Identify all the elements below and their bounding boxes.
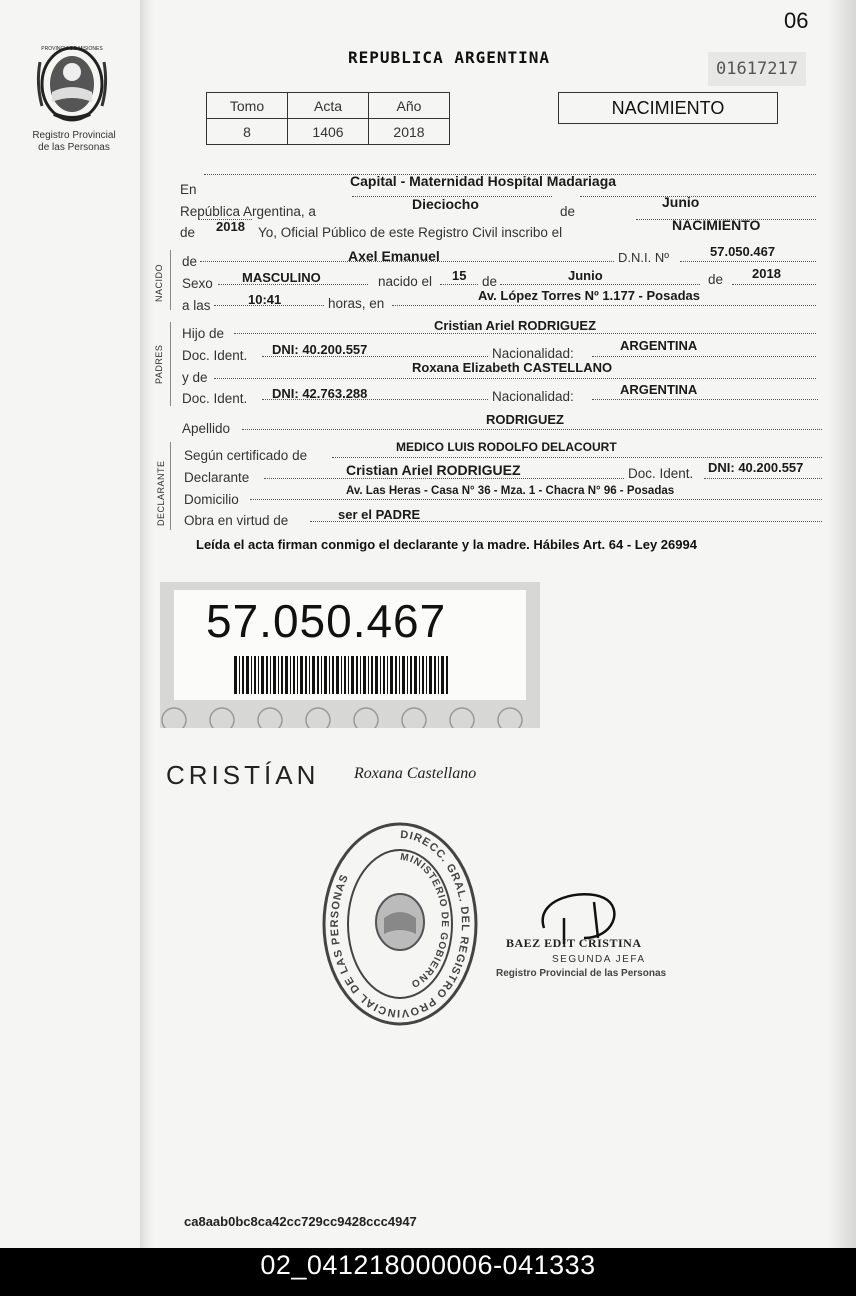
- nacionalidad-label: Nacionalidad:: [492, 346, 574, 361]
- dotted-line: [592, 356, 816, 357]
- dotted-line: [704, 478, 822, 479]
- birth-time-value: 10:41: [248, 292, 282, 307]
- dotted-line: [440, 284, 478, 285]
- de-label: de: [482, 274, 498, 289]
- dotted-line: [234, 333, 816, 334]
- nacido-el-label: nacido el: [378, 274, 433, 289]
- father-name-value: Cristian Ariel RODRIGUEZ: [434, 318, 597, 333]
- act-type-box: NACIMIENTO: [558, 92, 778, 124]
- mother-nationality-value: ARGENTINA: [620, 382, 698, 397]
- hijo-de-label: Hijo de: [182, 326, 225, 341]
- dotted-line: [592, 399, 818, 400]
- official-org: Registro Provincial de las Personas: [496, 968, 667, 979]
- act-type-value: NACIMIENTO: [672, 217, 761, 233]
- seal-ring-text: DIRECC. GRAL. DEL REGISTRO PROVINCIAL DE LAS PERSONAS: [328, 828, 472, 1020]
- de-label: de: [180, 225, 196, 240]
- surname-value: RODRIGUEZ: [486, 412, 564, 427]
- org-name: [16, 130, 132, 154]
- org-line-1: Registro Provincial: [32, 130, 116, 141]
- y-de-label: y de: [182, 370, 208, 385]
- section-divider: [170, 322, 171, 406]
- dotted-line: [332, 457, 822, 458]
- declarante-label: Declarante: [184, 470, 250, 485]
- section-label-nacido: NACIDO: [154, 263, 164, 302]
- handwritten-signatures: [166, 752, 566, 796]
- declarant-basis-value: ser el PADRE: [338, 507, 421, 522]
- certificate-value: MEDICO LUIS RODOLFO DELACOURT: [396, 440, 617, 454]
- de-label: de: [560, 204, 576, 219]
- en-label: En: [180, 182, 197, 197]
- sticker-pattern: [160, 700, 540, 728]
- dotted-line: [242, 429, 822, 430]
- section-label-declarante: DECLARANTE: [156, 460, 166, 526]
- document-hash: ca8aab0bc8ca42cc729cc9428ccc4947: [184, 1214, 417, 1229]
- declarant-name-value: Cristian Ariel RODRIGUEZ: [346, 462, 521, 478]
- record-table-cell: 1406: [288, 119, 369, 145]
- record-table-value-row: [207, 119, 450, 145]
- apellido-label: Apellido: [182, 421, 231, 436]
- section-label-padres: PADRES: [154, 344, 164, 384]
- nacionalidad-label: Nacionalidad:: [492, 389, 574, 404]
- birth-place-value: Av. López Torres Nº 1.177 - Posadas: [478, 288, 700, 303]
- horas-en-label: horas, en: [328, 296, 385, 311]
- dotted-line: [500, 284, 700, 285]
- de-label: de: [182, 254, 198, 269]
- mother-name-value: Roxana Elizabeth CASTELLANO: [412, 360, 613, 375]
- dotted-line: [264, 478, 624, 479]
- declarant-signature: CRISTÍAN: [166, 760, 320, 790]
- org-line-2: de las Personas: [38, 142, 110, 153]
- child-name-value: Axel Emanuel: [348, 248, 440, 264]
- sheet-edge-right: [828, 0, 856, 1248]
- sex-value: MASCULINO: [242, 270, 321, 285]
- section-divider: [170, 442, 171, 530]
- sticker-dni-number: 57.050.467: [206, 595, 447, 647]
- footer-filename: 02_041218000006-041333: [260, 1250, 596, 1280]
- declarant-doc-value: DNI: 40.200.557: [708, 460, 804, 475]
- day-value: Dieciocho: [412, 196, 479, 212]
- serial-number: 01617217: [708, 52, 806, 86]
- record-table-header: Acta: [288, 93, 369, 119]
- place-value: Capital - Maternidad Hospital Madariaga: [350, 173, 617, 189]
- oficial-label: Yo, Oficial Público de este Registro Civil inscribo el: [258, 225, 563, 240]
- dni-label: D.N.I. Nº: [618, 250, 669, 265]
- father-doc-value: DNI: 40.200.557: [272, 342, 368, 357]
- obra-label: Obra en virtud de: [184, 513, 289, 528]
- doc-ident-label: Doc. Ident.: [182, 391, 248, 406]
- a-las-label: a las: [182, 298, 211, 313]
- closing-statement: Leída el acta firman conmigo el declarante y la madre. Hábiles Art. 64 - Ley 26994: [196, 537, 697, 552]
- document-title: REPUBLICA ARGENTINA: [348, 48, 551, 67]
- dotted-line: [250, 499, 822, 500]
- official-name: BAEZ EDIT CRISTINA: [506, 936, 642, 950]
- record-table-cell: 2018: [369, 119, 450, 145]
- mother-signature: Roxana Castellano: [354, 765, 477, 782]
- page-number: 06: [784, 8, 809, 33]
- dotted-line: [680, 261, 816, 262]
- coat-of-arms-logo: [34, 42, 110, 126]
- doc-ident-label: Doc. Ident.: [628, 466, 694, 481]
- de-label: de: [708, 272, 724, 287]
- father-nationality-value: ARGENTINA: [620, 338, 698, 353]
- birth-day-value: 15: [452, 268, 467, 283]
- dotted-line: [214, 378, 816, 379]
- official-role: SEGUNDA JEFA: [552, 954, 646, 965]
- record-table-header: Año: [369, 93, 450, 119]
- child-dni-value: 57.050.467: [710, 244, 776, 259]
- section-divider: [170, 250, 171, 310]
- record-table-header: Tomo: [207, 93, 288, 119]
- record-table-header-row: [207, 93, 450, 119]
- republica-label: República Argentina, a: [180, 204, 316, 219]
- mother-doc-value: DNI: 42.763.288: [272, 386, 368, 401]
- logo-lettering: PROVINCIA DE MISIONES: [41, 46, 103, 52]
- certificado-label: Según certificado de: [184, 448, 308, 463]
- birth-year-value: 2018: [752, 266, 781, 281]
- seal-inner-text: MINISTERIO DE GOBIERNO: [399, 851, 451, 990]
- doc-ident-label: Doc. Ident.: [182, 348, 248, 363]
- barcode: [234, 656, 448, 694]
- dotted-line: [392, 305, 816, 306]
- sheet-edge: [140, 0, 154, 1248]
- declarant-address-value: Av. Las Heras - Casa N° 36 - Mza. 1 - Chacra N° 96 - Posadas: [346, 485, 675, 497]
- record-table: [206, 92, 450, 145]
- record-table-cell: 8: [207, 119, 288, 145]
- dotted-line: [732, 284, 816, 285]
- domicilio-label: Domicilio: [184, 492, 239, 507]
- month-value: Junio: [662, 194, 700, 210]
- birth-month-value: Junio: [568, 268, 603, 283]
- year-value: 2018: [216, 219, 245, 234]
- official-seal: [322, 822, 478, 1026]
- sexo-label: Sexo: [182, 276, 213, 291]
